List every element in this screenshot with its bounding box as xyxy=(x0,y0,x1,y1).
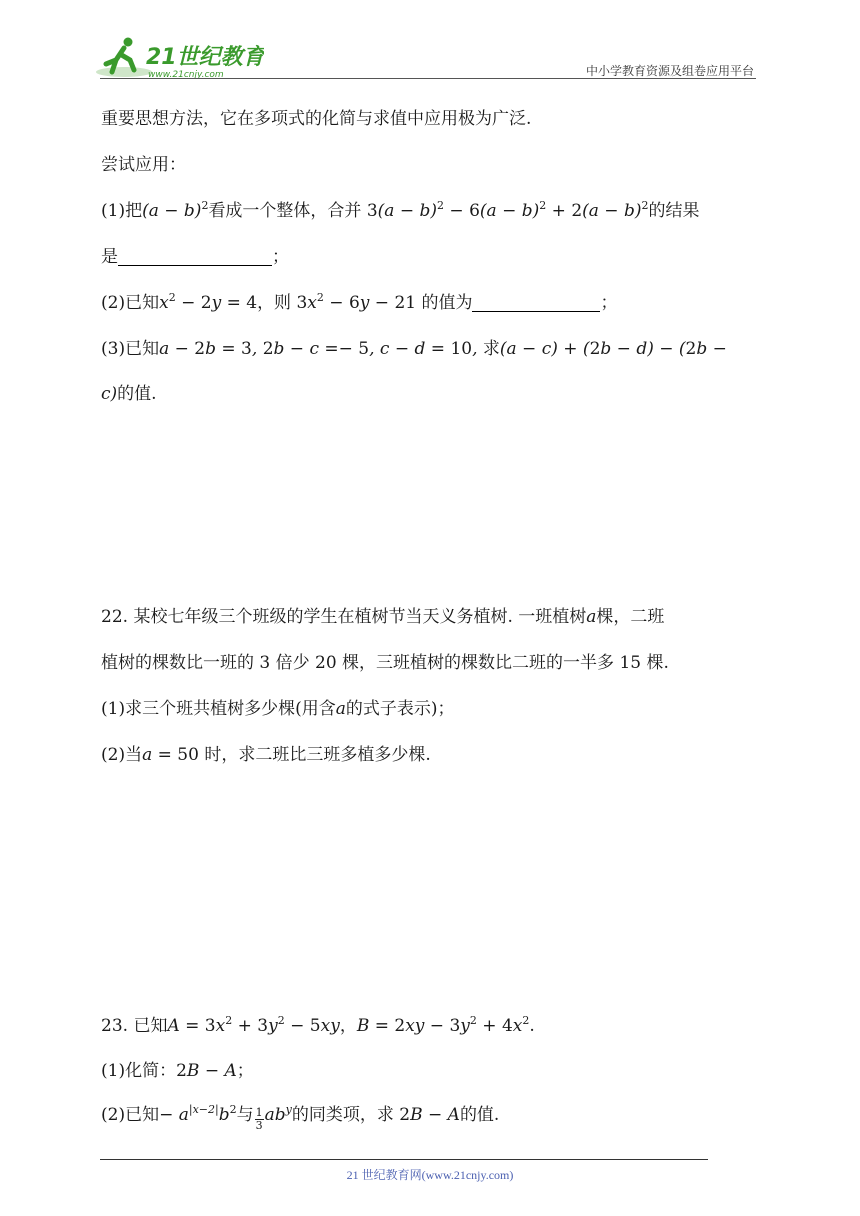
logo-text: 21世纪教育 xyxy=(146,45,264,70)
site-name: 中小学教育资源及组卷应用平台 xyxy=(585,64,754,78)
answer-blank xyxy=(118,247,272,266)
header-divider xyxy=(100,78,756,79)
q21-part1-answer: 是 ； xyxy=(101,247,289,267)
fraction: $\frac{1}{3}$ xyxy=(255,1106,263,1132)
answer-blank xyxy=(472,293,600,312)
footer-text: 21 世纪教育网(www.21cnjy.com) xyxy=(346,1168,514,1182)
try-apply-heading: 尝试应用： xyxy=(101,155,186,175)
q22-stem: 22. 某校七年级三个班级的学生在植树节当天义务植树. 一班植树a棵，二班 xyxy=(101,607,665,627)
q22-stem-cont: 植树的棵数比一班的 3 倍少 20 棵，三班植树的棵数比二班的一半多 15 棵. xyxy=(101,653,669,673)
intro-text: 重要思想方法，它在多项式的化简与求值中应用极为广泛. xyxy=(101,109,532,129)
brand-logo xyxy=(94,34,264,82)
q23-part1: (1)化简：2B − A； xyxy=(101,1061,254,1081)
q21-part3-cont: c)的值. xyxy=(101,384,157,404)
footer-divider xyxy=(100,1159,708,1160)
q21-part1: (1)把$(a - b)^2$看成一个整体，合并 $3(a - b)^2 - 6(a - b)^2 + 2(a - b)^2$的结果 xyxy=(101,199,700,221)
q23-part2: (2)已知− $a^{|x-2|}b^2$与 $\frac{1}{3}$ $ab^y$的同类项，求 2B − A的值. xyxy=(101,1103,500,1132)
q23-stem: 23. 已知$A = 3x^2 + 3y^2 - 5xy$，$B = 2xy - 3y^2 + 4x^2$. xyxy=(101,1014,535,1036)
q21-part2: (2)已知$x^2 - 2y = 4$，则 $3x^2 - 6y - 21$ 的值为 ； xyxy=(101,291,618,313)
q22-part1: (1)求三个班共植树多少棵(用含a的式子表示)； xyxy=(101,699,455,719)
runner-logo-icon xyxy=(94,34,264,82)
q22-part2: (2)当a = 50 时，求二班比三班多植多少棵. xyxy=(101,745,431,765)
logo-url: www.21cnjy.com xyxy=(148,70,224,80)
q21-part3: (3)已知a − 2b = 3, 2b − c =− 5, c − d = 10, 求(a − c) + (2b − d) − (2b − xyxy=(101,339,727,359)
